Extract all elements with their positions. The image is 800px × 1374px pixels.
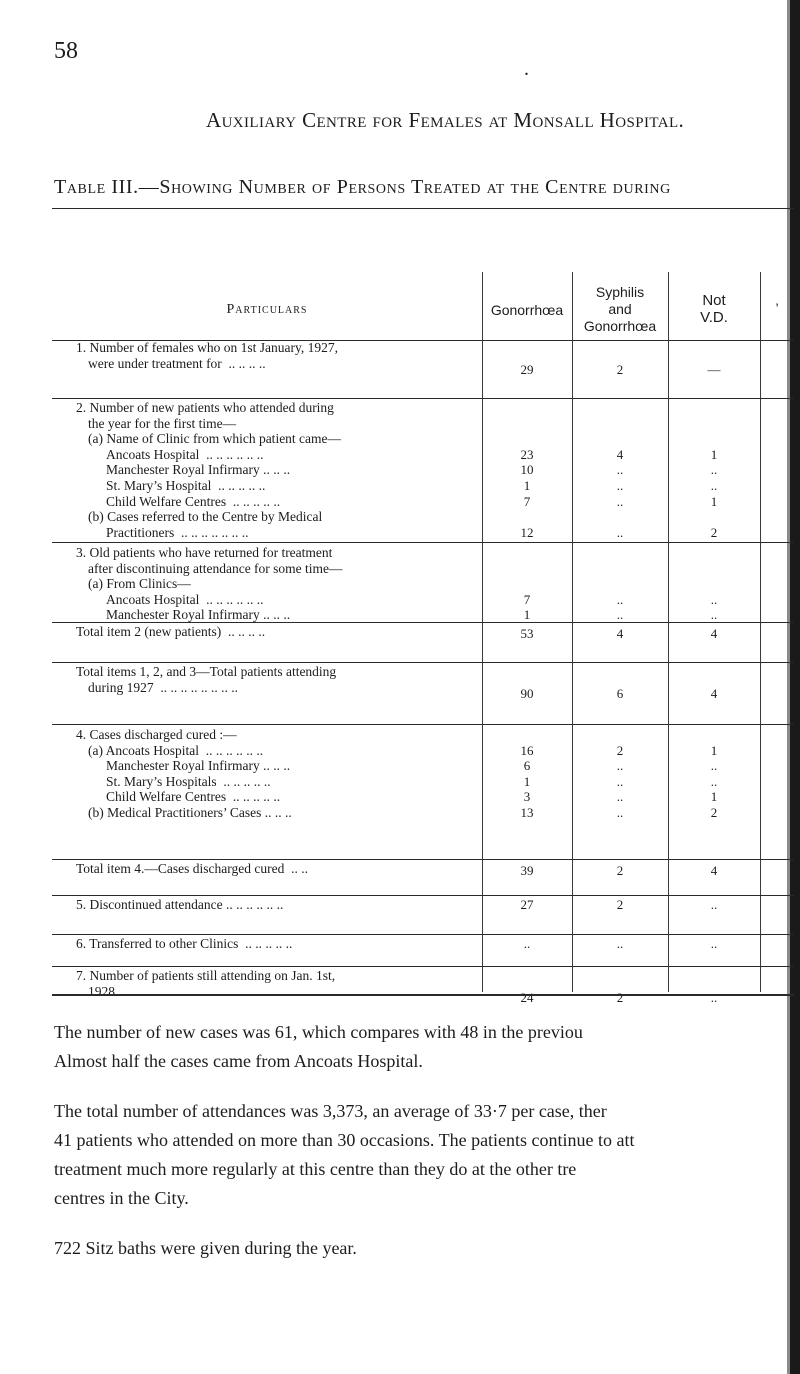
table-cell-value: ..: [616, 805, 624, 820]
table-cell-value: 2: [616, 742, 624, 758]
table-top-rule: [52, 208, 794, 209]
row-separator: [52, 895, 794, 896]
table-row-label: (b) Medical Practitioners’ Cases .. .. ..: [88, 805, 292, 820]
table-cell-value: ..: [616, 607, 624, 623]
table-cell-value: ..: [616, 462, 624, 478]
row-separator: [52, 859, 794, 860]
table-row-label: 7. Number of patients still attending on Jan. 1st,: [76, 968, 336, 983]
table-cell-value: 1: [710, 493, 718, 509]
table-cell-value: 90: [520, 685, 534, 701]
prose-line: The total number of attendances was 3,373, an average of 33·7 per case, ther: [54, 1101, 607, 1121]
table-cell-value: ..: [710, 936, 718, 951]
table-row-label: Ancoats Hospital .. .. .. .. .. ..: [106, 591, 264, 607]
row-separator: [52, 542, 794, 543]
header-gonorrhoea: Gonorrhœa: [490, 302, 564, 318]
table-cell-value: 13: [520, 805, 534, 820]
table-cell-value: 1: [710, 789, 718, 805]
row-separator: [52, 340, 794, 341]
table-cell-value: 1: [710, 446, 718, 462]
prose-line: centres in the City.: [54, 1188, 189, 1208]
table-cell-value: 4: [616, 626, 624, 641]
table-row-label: 6. Transferred to other Clinics .. .. .. .. ..: [76, 936, 293, 951]
table-cell-value: 3: [523, 789, 531, 805]
table-cell-value: 2: [616, 989, 624, 1005]
table-cell-value: 6: [616, 685, 624, 701]
table-row-label: 4. Cases discharged cured :—: [76, 727, 237, 742]
table-cell-value: 4: [616, 446, 624, 462]
table-cell-value: 6: [523, 758, 531, 774]
prose-line: treatment much more regularly at this centre than they do at the other tre: [54, 1159, 577, 1179]
table-row-label: (b) Cases referred to the Centre by Medical: [88, 509, 323, 525]
table-cell-value: 1: [523, 607, 531, 623]
table-cell-value: ..: [616, 789, 624, 805]
row-separator: [52, 398, 794, 399]
table-bottom-rule: [52, 994, 794, 996]
header-notvd-line1: Not: [702, 292, 726, 309]
column-divider-4: [760, 272, 761, 992]
table-cell-value: 12: [520, 524, 534, 540]
table-cell-value: 2: [710, 805, 718, 820]
table-cell-value: ..: [616, 773, 624, 789]
table-row-label: were under treatment for .. .. .. ..: [88, 355, 266, 371]
table-cell-value: 7: [523, 493, 531, 509]
table-cell-value: ..: [710, 897, 718, 912]
table-cell-value: 23: [520, 446, 534, 462]
row-separator: [52, 724, 794, 725]
prose-line: The number of new cases was 61, which compares with 48 in the previou: [54, 1022, 583, 1042]
row-separator: [52, 662, 794, 663]
table-row-label: Manchester Royal Infirmary .. .. ..: [106, 758, 291, 774]
table-cell-value: 7: [523, 591, 531, 607]
table-cell-value: ..: [710, 591, 718, 607]
table-cell-value: ..: [523, 936, 531, 951]
table-cell-value: 1: [523, 478, 531, 493]
table-cell-value: 1: [523, 773, 531, 789]
table-cell-value: ..: [710, 989, 718, 1005]
header-syphilis-line3: Gonorrhœa: [583, 318, 657, 334]
table-cell-value: 4: [710, 626, 718, 641]
table-cell-value: 10: [520, 462, 534, 478]
table-cell-value: 2: [616, 897, 624, 912]
table-title: Table III.—Showing Number of Persons Treated at the Centre during: [54, 176, 671, 198]
page-heading: Auxiliary Centre for Females at Monsall Hospital.: [206, 108, 685, 132]
table-row-label: after discontinuing attendance for some time—: [88, 560, 343, 576]
prose-line: Almost half the cases came from Ancoats Hospital.: [54, 1051, 423, 1071]
table-cell-value: 4: [710, 863, 718, 878]
table-row-label: 2. Number of new patients who attended during: [76, 400, 334, 415]
table-cell-value: ..: [710, 462, 718, 478]
header-extra-mark: ’: [775, 300, 779, 316]
table-cell-value: ..: [616, 493, 624, 509]
prose-line: 41 patients who attended on more than 30 occasions. The patients continue to att: [54, 1130, 635, 1150]
table-row-label: 1928 .. .. .. .. .. .. .. .. .. .. ..: [88, 983, 227, 999]
table-row-label: Total item 4.—Cases discharged cured .. ..: [76, 861, 308, 876]
table-row-label: St. Mary’s Hospitals .. .. .. .. ..: [106, 773, 271, 789]
table-cell-value: ..: [710, 478, 718, 493]
table-row-label: (a) Name of Clinic from which patient came—: [88, 431, 342, 447]
row-separator: [52, 934, 794, 935]
table-row-label: Total item 2 (new patients) .. .. .. ..: [76, 624, 266, 639]
row-separator: [52, 622, 794, 623]
table-cell-value: 27: [520, 897, 534, 912]
table-row-label: Manchester Royal Infirmary .. .. ..: [106, 607, 291, 623]
row-separator: [52, 966, 794, 967]
table-cell-value: 2: [710, 524, 718, 540]
table-cell-value: 29: [520, 361, 534, 377]
table-row-label: 1. Number of females who on 1st January, 1927,: [76, 340, 338, 355]
table-row-label: Child Welfare Centres .. .. .. .. ..: [106, 493, 281, 509]
table-cell-value: 4: [710, 685, 718, 701]
header-syphilis-line1: Syphilis: [595, 284, 645, 300]
table-cell-value: ..: [710, 758, 718, 774]
table-cell-value: ..: [616, 758, 624, 774]
prose-line: 722 Sitz baths were given during the year.: [54, 1238, 357, 1258]
table-cell-value: 2: [616, 863, 624, 878]
table-row-label: Ancoats Hospital .. .. .. .. .. ..: [106, 446, 264, 462]
table-cell-value: ..: [616, 524, 624, 540]
table-row-label: (a) From Clinics—: [88, 576, 191, 592]
table-row-label: during 1927 .. .. .. .. .. .. .. ..: [88, 679, 238, 695]
table-row-label: (a) Ancoats Hospital .. .. .. .. .. ..: [88, 742, 264, 758]
table-row-label: 5. Discontinued attendance .. .. .. .. .. ..: [76, 897, 284, 912]
table-cell-value: 39: [520, 863, 534, 878]
table-row-label: the year for the first time—: [88, 415, 237, 431]
table-cell-value: 1: [710, 742, 718, 758]
header-particulars: Particulars: [226, 302, 308, 317]
table-cell-value: ..: [710, 773, 718, 789]
stray-mark: .: [524, 58, 529, 80]
table-cell-value: 2: [616, 361, 624, 377]
page-number: 58: [54, 38, 78, 64]
table-row-label: 3. Old patients who have returned for treatment: [76, 545, 333, 560]
table-row-label: Practitioners .. .. .. .. .. .. ..: [106, 524, 249, 540]
table-cell-value: 16: [520, 742, 534, 758]
table-cell-value: 24: [520, 989, 534, 1005]
table-row-label: Child Welfare Centres .. .. .. .. ..: [106, 789, 281, 805]
header-notvd-line2: V.D.: [700, 309, 728, 326]
table-cell-value: ..: [710, 607, 718, 623]
table-cell-value: 53: [520, 626, 534, 641]
table-cell-value: —: [707, 361, 721, 377]
statistics-table: [52, 208, 794, 1005]
header-syphilis-line2: and: [608, 301, 632, 317]
table-cell-value: ..: [616, 478, 624, 493]
table-cell-value: ..: [616, 591, 624, 607]
table-row-label: Total items 1, 2, and 3—Total patients attending: [76, 664, 337, 679]
table-cell-value: ..: [616, 936, 624, 951]
table-row-label: St. Mary’s Hospital .. .. .. .. ..: [106, 478, 266, 493]
table-row-label: Manchester Royal Infirmary .. .. ..: [106, 462, 291, 478]
